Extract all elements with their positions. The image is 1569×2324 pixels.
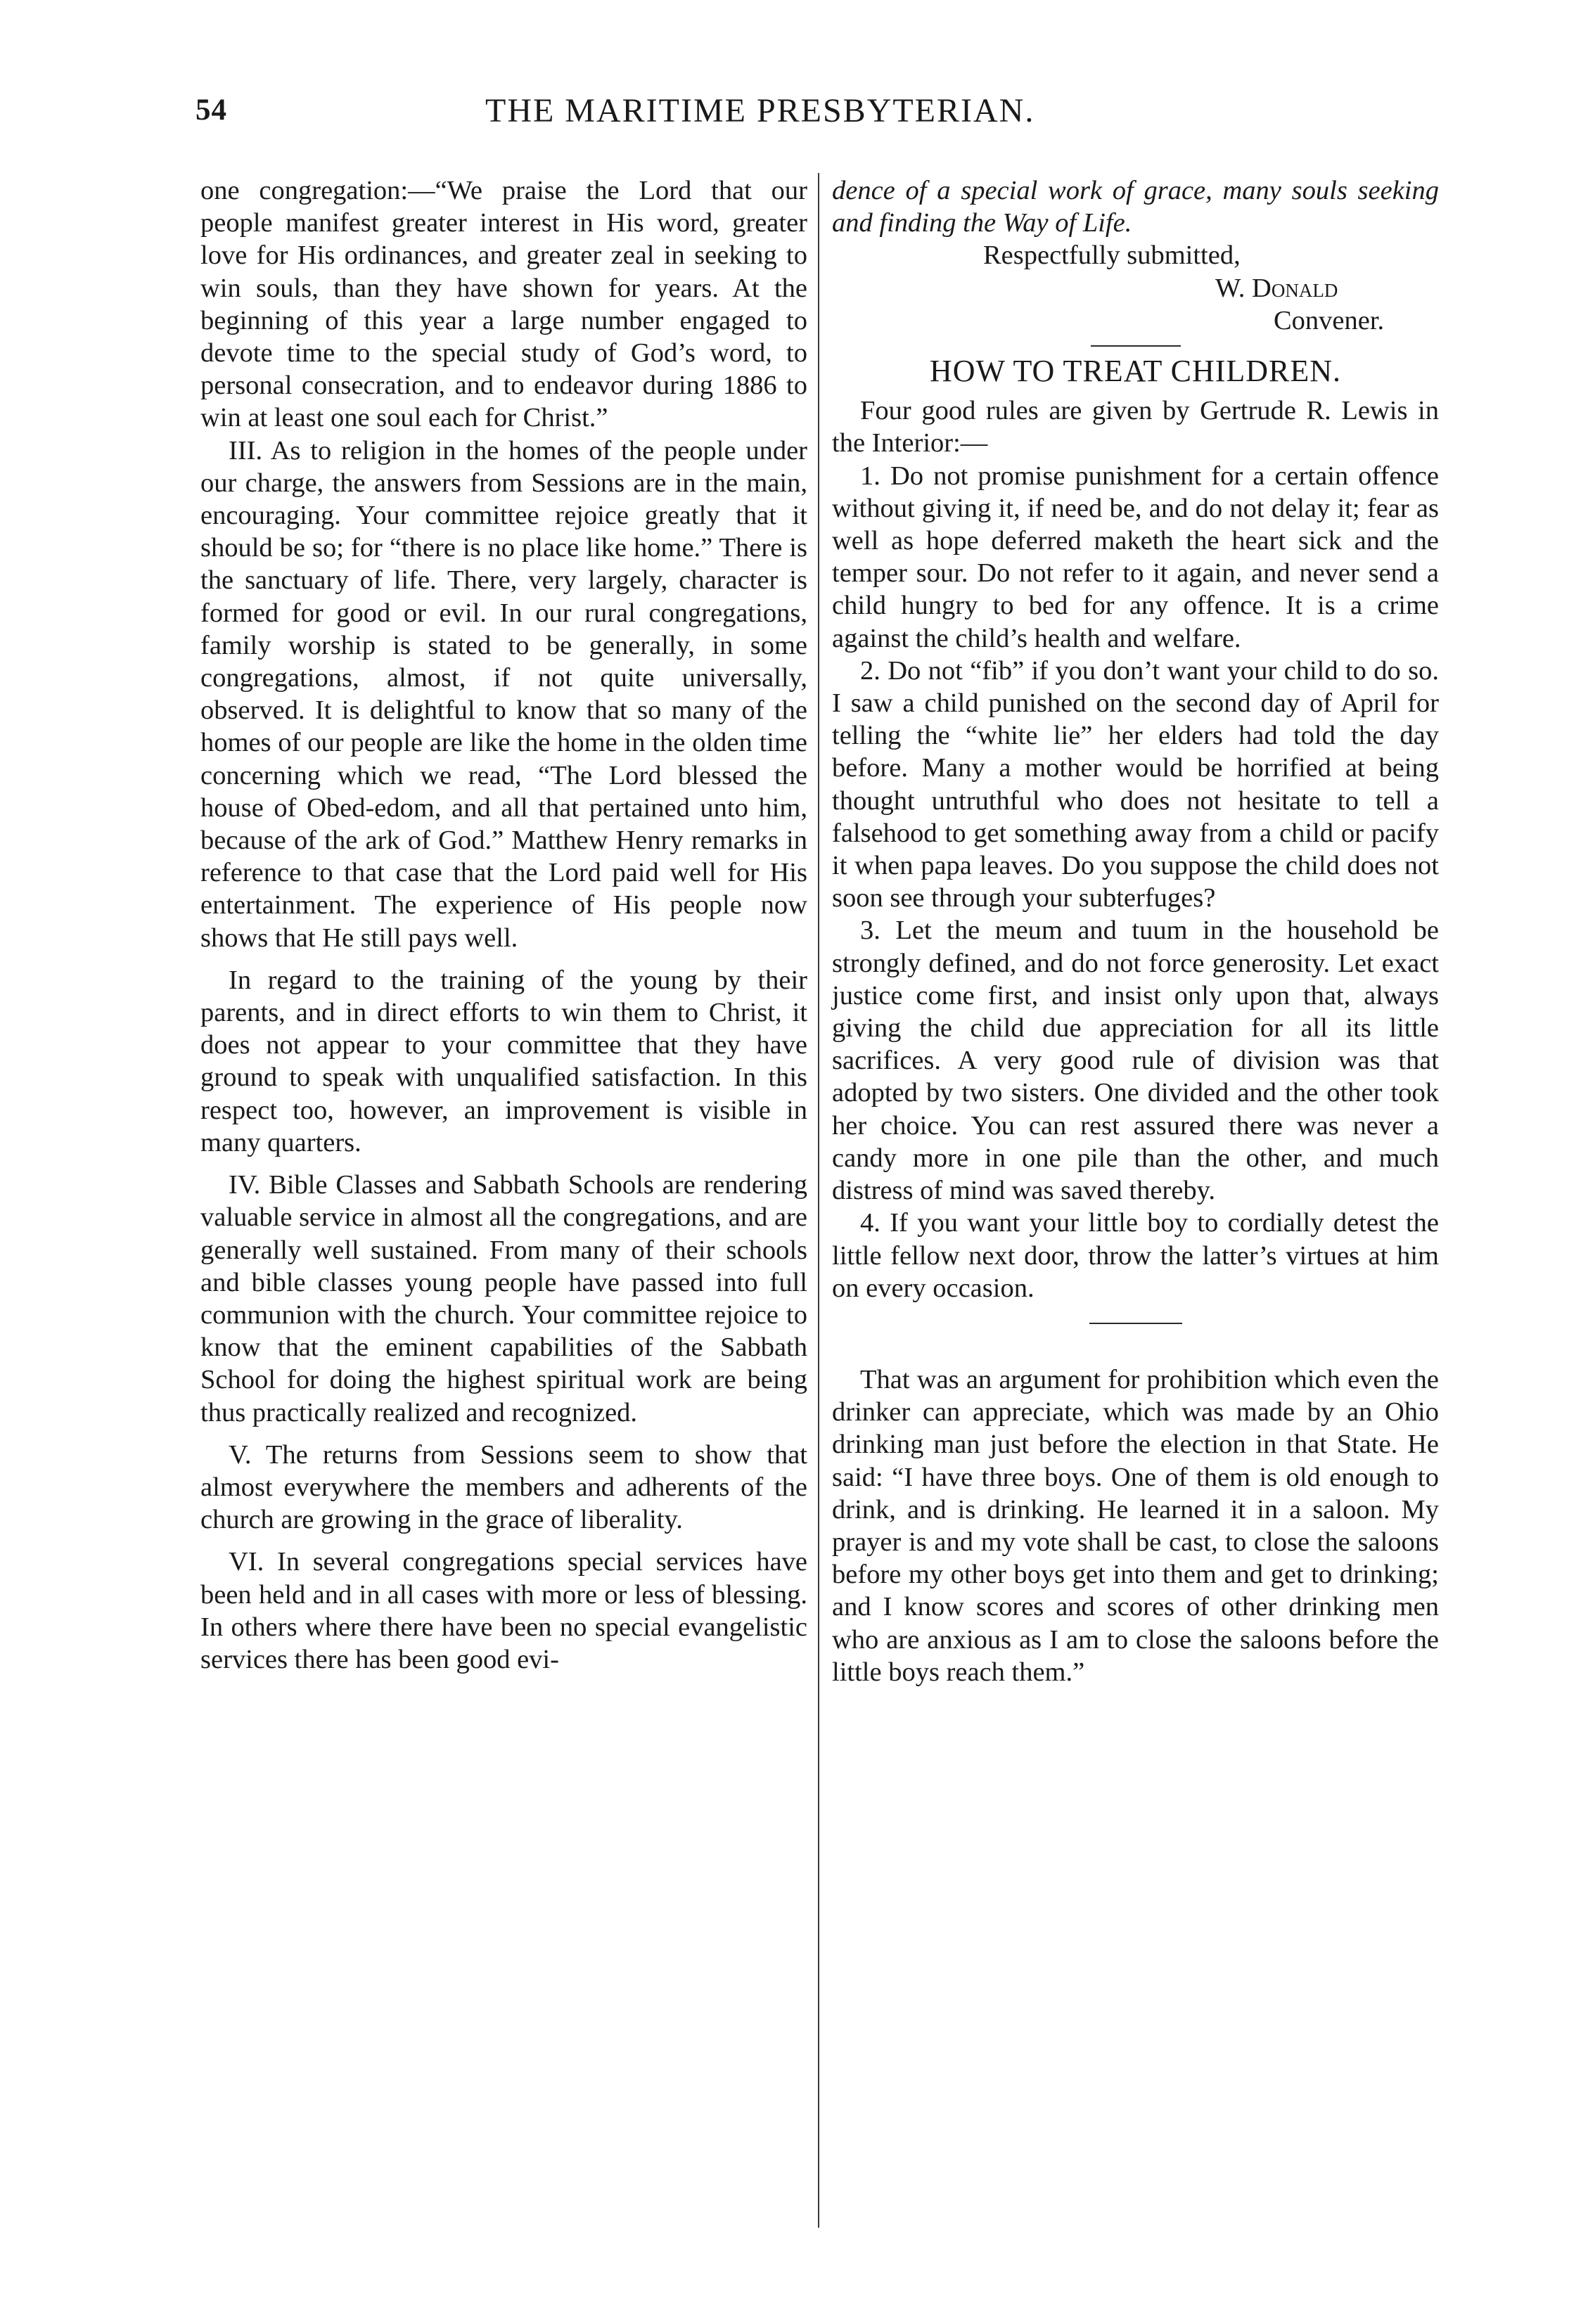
column-divider (818, 173, 819, 2228)
rule-4: 4. If you want your little boy to cordially detest the little fellow next door, throw the latter’s virtues at him on every occasion. (832, 1208, 1439, 1303)
paragraph-religion-in-homes: III. As to religion in the homes of the people under our charge, the answers from Sessions are in the main, encouraging. Your committee rejoice greatly that it should be so; for “there is no place like home.” There is the sanctuary of life. There, very largely, character is formed for good or evil. In our rural congregations, family worship is stated to be generally, in some congregations, almost, if not quite universally, observed. It is delightful to know that so many of the homes of our people are like the home in the olden time concerning which we read, “The Lord blessed the house of Obed-edom, and all that pertained unto him, because of the ark of God.” Matthew Henry remarks in reference to that case that the Lord paid well for His entertainment. The experience of His people now shows that He still pays well. (200, 435, 807, 953)
paragraph-grace-continuation (832, 174, 1439, 239)
italic-run: dence of a special work of grace, many souls seeking and finding the Way of Life. (832, 176, 1439, 238)
paragraph-intro: Four good rules are given by Gertrude R. Lewis in the Interior:— (832, 396, 1439, 458)
rule-3: 3. Let the meum and tuum in the household be strongly defined, and do not force generosity. Let exact justice come first, and insist only upon that, always giving the child due appreciation for all its little sacrifices. A very good rule of division was that adopted by two sisters. One divided and the other took her choice. You can rest assured there was never a candy more in one pile than the other, and much distress of mind was saved thereby. (832, 916, 1439, 1206)
paragraph-training-young: In regard to the training of the young by their parents, and in direct efforts to win them to Christ, it does not appear to your committee that they have ground to speak with unqualified satisfaction. In this respect too, however, an improvement is visible in many quarters. (200, 965, 807, 1157)
paragraph-special-services: VI. In several congregations special services have been held and in all cases with more or less of blessing. In others where there have been no special evangelistic services there has been good evi- (200, 1547, 807, 1674)
section-divider (1091, 345, 1181, 347)
signature-name: W. Donald (1215, 273, 1338, 303)
paragraph-prohibition: That was an argument for prohibition which even the drinker can appreciate, which was made by an Ohio drinking man just before the election in that State. He said: “I have three boys. One of them is old enough to drink, and is drinking. He learned it in a saloon. My prayer is and my vote shall be cast, to close the saloons before my other boys get into them and get to drinking; and I know scores and scores of other drinking men who are anxious as I am to close the saloons before the little boys reach them.” (832, 1364, 1439, 1687)
page-number: 54 (196, 94, 227, 127)
paragraph-congregation-quote: one congregation:—“We praise the Lord that our people manifest greater interest in His word, greater love for His ordinances, and greater zeal in seeking to win souls, than they have shown for years. At the beginning of this year a large number engaged to devote time to the special study of God’s word, to personal consecration, and to endeavor during 1886 to win at least one soul each for Christ.” (200, 176, 807, 433)
signature-line: Respectfully submitted, (983, 240, 1241, 271)
running-title: THE MARITIME PRESBYTERIAN. (485, 92, 1035, 129)
left-column (200, 174, 807, 1676)
right-column (832, 174, 1439, 1688)
article-heading: HOW TO TREAT CHILDREN. (929, 354, 1342, 389)
signature-title: Convener. (1274, 305, 1385, 335)
rule-2: 2. Do not “fib” if you don’t want your child to do so. I saw a child punished on the second day of April for telling the “white lie” her elders had told the day before. Many a mother would be horrified at being thought untruthful who does not hesitate to tell a falsehood to get something away from a child or pacify it when papa leaves. Do you suppose the child does not soon see through your subterfuges? (832, 655, 1439, 913)
paragraph-bible-classes: IV. Bible Classes and Sabbath Schools are rendering valuable service in almost all the congregations, and are generally well sustained. From many of their schools and bible classes young people have passed into full communion with the church. Your committee rejoice to know that the eminent capabilities of the Sabbath School for doing the highest spiritual work are being thus practically realized and recognized. (200, 1170, 807, 1427)
paragraph-liberality: V. The returns from Sessions seem to show that almost everywhere the members and adherents of the church are growing in the grace of liberality. (200, 1439, 807, 1535)
rule-1: 1. Do not promise punishment for a certain offence without giving it, if need be, and do not delay it; fear as well as hope deferred maketh the heart sick and the temper sour. Do not refer to it again, and never send a child hungry to bed for any offence. It is a crime against the child’s health and welfare. (832, 461, 1439, 653)
section-divider (1089, 1323, 1182, 1324)
